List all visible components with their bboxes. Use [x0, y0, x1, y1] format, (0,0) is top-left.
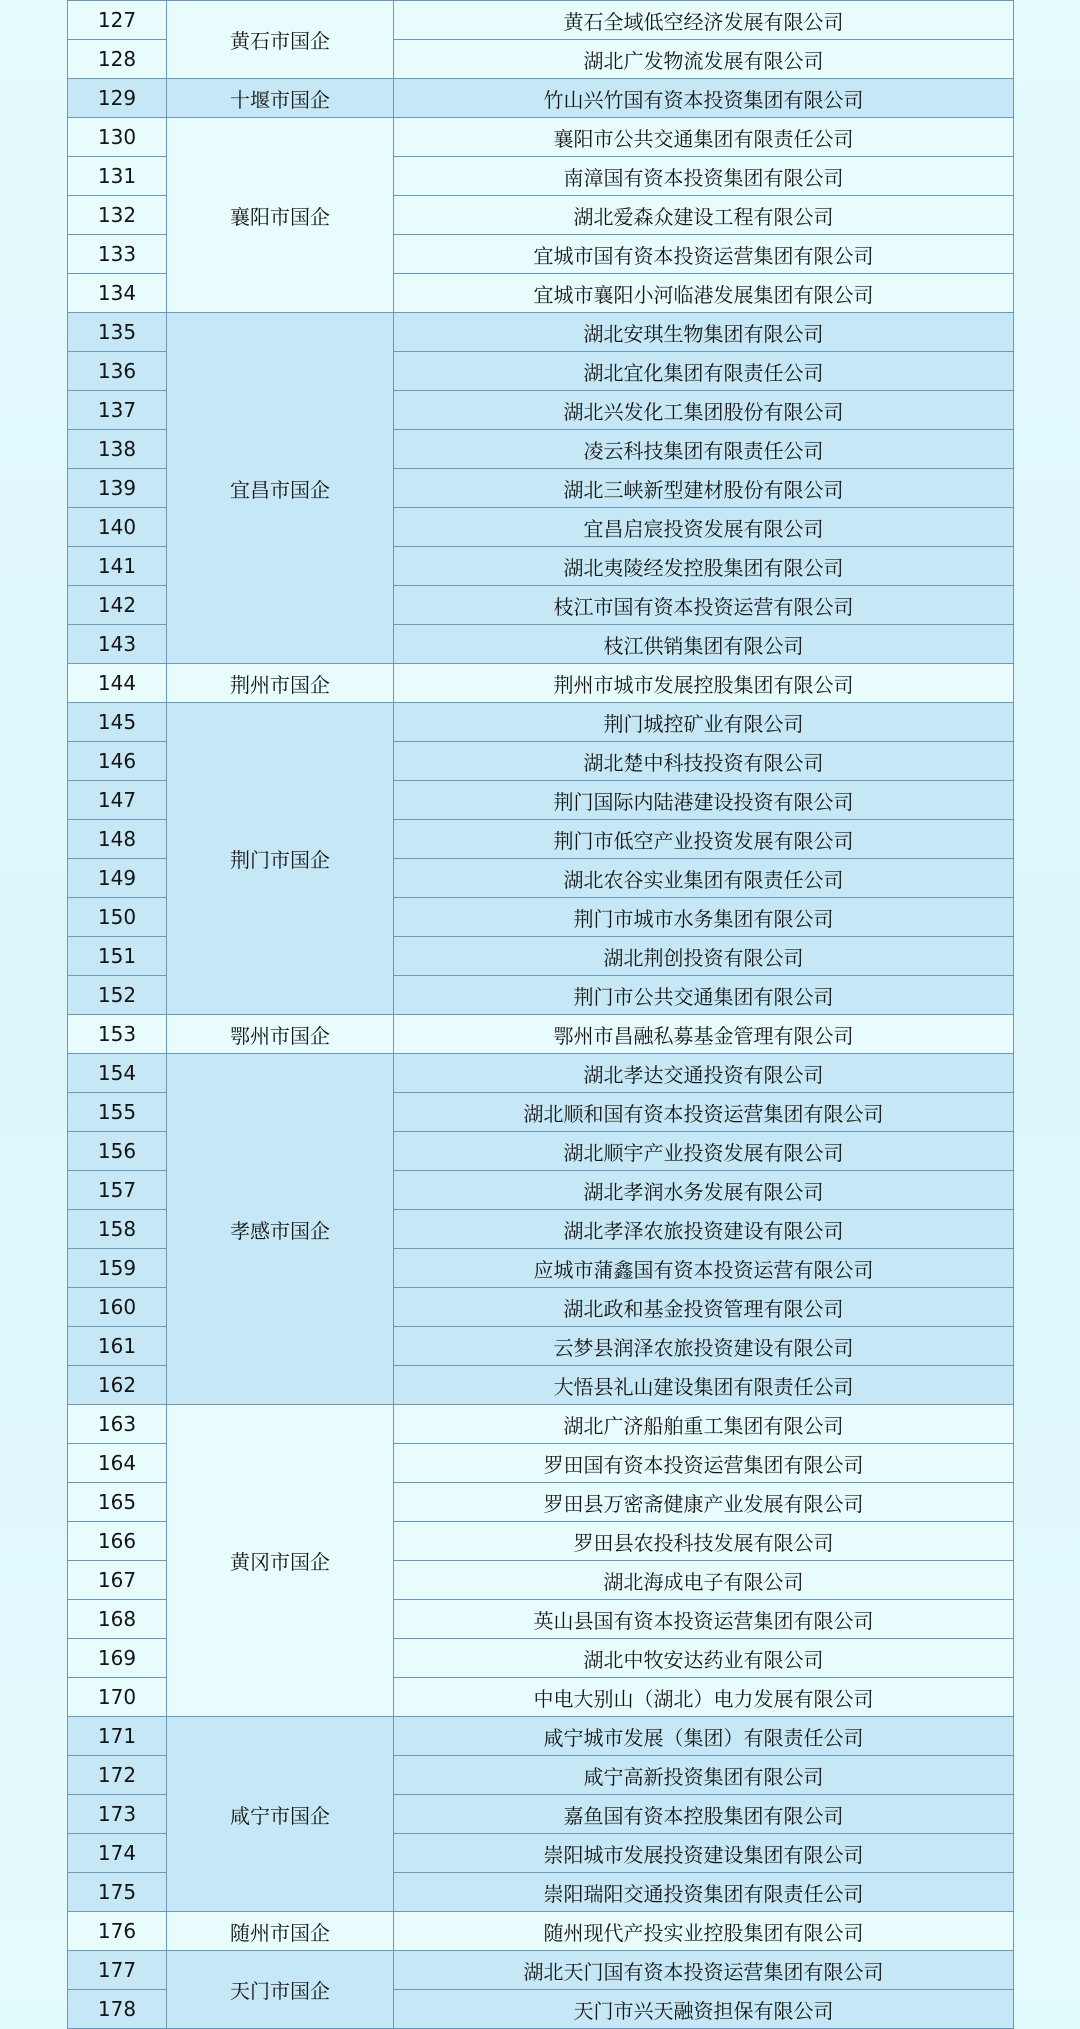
row-number: 149: [68, 859, 167, 898]
city-group-label: 咸宁市国企: [167, 1717, 394, 1912]
company-name: 湖北广济船舶重工集团有限公司: [394, 1405, 1014, 1444]
city-group-label: 随州市国企: [167, 1912, 394, 1951]
row-number: 169: [68, 1639, 167, 1678]
row-number: 146: [68, 742, 167, 781]
table-row: [68, 1912, 1014, 1951]
row-number: 150: [68, 898, 167, 937]
row-number: 147: [68, 781, 167, 820]
row-number: 127: [68, 1, 167, 40]
row-number: 156: [68, 1132, 167, 1171]
company-name: 中电大别山（湖北）电力发展有限公司: [394, 1678, 1014, 1717]
company-name: 湖北安琪生物集团有限公司: [394, 313, 1014, 352]
company-name: 鄂州市昌融私募基金管理有限公司: [394, 1015, 1014, 1054]
company-name: 罗田县农投科技发展有限公司: [394, 1522, 1014, 1561]
table-row: [68, 1405, 1014, 1444]
table-row: [68, 1, 1014, 40]
company-name: 崇阳城市发展投资建设集团有限公司: [394, 1834, 1014, 1873]
row-number: 133: [68, 235, 167, 274]
row-number: 159: [68, 1249, 167, 1288]
row-number: 161: [68, 1327, 167, 1366]
row-number: 143: [68, 625, 167, 664]
company-name: 湖北顺宇产业投资发展有限公司: [394, 1132, 1014, 1171]
company-name: 咸宁高新投资集团有限公司: [394, 1756, 1014, 1795]
row-number: 178: [68, 1990, 167, 2029]
row-number: 168: [68, 1600, 167, 1639]
row-number: 138: [68, 430, 167, 469]
city-group-label: 孝感市国企: [167, 1054, 394, 1405]
table-row: [68, 1951, 1014, 1990]
company-name: 湖北宜化集团有限责任公司: [394, 352, 1014, 391]
company-name: 南漳国有资本投资集团有限公司: [394, 157, 1014, 196]
company-name: 崇阳瑞阳交通投资集团有限责任公司: [394, 1873, 1014, 1912]
company-name: 湖北孝泽农旅投资建设有限公司: [394, 1210, 1014, 1249]
company-name: 凌云科技集团有限责任公司: [394, 430, 1014, 469]
company-name: 湖北三峡新型建材股份有限公司: [394, 469, 1014, 508]
company-name: 应城市蒲鑫国有资本投资运营有限公司: [394, 1249, 1014, 1288]
city-group-label: 天门市国企: [167, 1951, 394, 2029]
row-number: 170: [68, 1678, 167, 1717]
company-name: 英山县国有资本投资运营集团有限公司: [394, 1600, 1014, 1639]
company-name: 荆门城控矿业有限公司: [394, 703, 1014, 742]
row-number: 164: [68, 1444, 167, 1483]
row-number: 152: [68, 976, 167, 1015]
company-name: 嘉鱼国有资本控股集团有限公司: [394, 1795, 1014, 1834]
row-number: 129: [68, 79, 167, 118]
company-name: 湖北荆创投资有限公司: [394, 937, 1014, 976]
row-number: 163: [68, 1405, 167, 1444]
table-row: [68, 313, 1014, 352]
row-number: 136: [68, 352, 167, 391]
row-number: 154: [68, 1054, 167, 1093]
company-name: 湖北广发物流发展有限公司: [394, 40, 1014, 79]
company-name: 襄阳市公共交通集团有限责任公司: [394, 118, 1014, 157]
company-name: 湖北中牧安达药业有限公司: [394, 1639, 1014, 1678]
row-number: 142: [68, 586, 167, 625]
company-name: 湖北天门国有资本投资运营集团有限公司: [394, 1951, 1014, 1990]
city-group-label: 黄冈市国企: [167, 1405, 394, 1717]
row-number: 162: [68, 1366, 167, 1405]
row-number: 167: [68, 1561, 167, 1600]
company-name: 宜昌启宸投资发展有限公司: [394, 508, 1014, 547]
city-group-label: 荆门市国企: [167, 703, 394, 1015]
row-number: 151: [68, 937, 167, 976]
company-name: 天门市兴天融资担保有限公司: [394, 1990, 1014, 2029]
row-number: 139: [68, 469, 167, 508]
company-name: 荆州市城市发展控股集团有限公司: [394, 664, 1014, 703]
company-name: 荆门国际内陆港建设投资有限公司: [394, 781, 1014, 820]
row-number: 135: [68, 313, 167, 352]
company-name: 湖北夷陵经发控股集团有限公司: [394, 547, 1014, 586]
company-name: 荆门市低空产业投资发展有限公司: [394, 820, 1014, 859]
city-group-label: 鄂州市国企: [167, 1015, 394, 1054]
table-row: [68, 1717, 1014, 1756]
row-number: 172: [68, 1756, 167, 1795]
company-name: 湖北爱森众建设工程有限公司: [394, 196, 1014, 235]
row-number: 148: [68, 820, 167, 859]
company-name: 湖北政和基金投资管理有限公司: [394, 1288, 1014, 1327]
city-group-label: 襄阳市国企: [167, 118, 394, 313]
company-name: 荆门市公共交通集团有限公司: [394, 976, 1014, 1015]
company-name: 罗田县万密斋健康产业发展有限公司: [394, 1483, 1014, 1522]
row-number: 166: [68, 1522, 167, 1561]
company-name: 随州现代产投实业控股集团有限公司: [394, 1912, 1014, 1951]
row-number: 130: [68, 118, 167, 157]
company-name: 湖北孝达交通投资有限公司: [394, 1054, 1014, 1093]
table-row: [68, 703, 1014, 742]
row-number: 176: [68, 1912, 167, 1951]
table-row: [68, 664, 1014, 703]
row-number: 174: [68, 1834, 167, 1873]
row-number: 128: [68, 40, 167, 79]
row-number: 137: [68, 391, 167, 430]
row-number: 160: [68, 1288, 167, 1327]
company-name: 荆门市城市水务集团有限公司: [394, 898, 1014, 937]
row-number: 140: [68, 508, 167, 547]
row-number: 145: [68, 703, 167, 742]
row-number: 131: [68, 157, 167, 196]
company-name: 湖北楚中科技投资有限公司: [394, 742, 1014, 781]
city-group-label: 黄石市国企: [167, 1, 394, 79]
row-number: 165: [68, 1483, 167, 1522]
company-name: 宜城市襄阳小河临港发展集团有限公司: [394, 274, 1014, 313]
company-name: 黄石全域低空经济发展有限公司: [394, 1, 1014, 40]
company-name: 湖北兴发化工集团股份有限公司: [394, 391, 1014, 430]
row-number: 132: [68, 196, 167, 235]
row-number: 141: [68, 547, 167, 586]
row-number: 157: [68, 1171, 167, 1210]
row-number: 155: [68, 1093, 167, 1132]
row-number: 177: [68, 1951, 167, 1990]
row-number: 158: [68, 1210, 167, 1249]
table-row: [68, 1015, 1014, 1054]
table-row: [68, 1054, 1014, 1093]
row-number: 173: [68, 1795, 167, 1834]
row-number: 175: [68, 1873, 167, 1912]
table-row: [68, 79, 1014, 118]
company-name: 湖北海成电子有限公司: [394, 1561, 1014, 1600]
row-number: 134: [68, 274, 167, 313]
company-name: 咸宁城市发展（集团）有限责任公司: [394, 1717, 1014, 1756]
company-name: 枝江市国有资本投资运营有限公司: [394, 586, 1014, 625]
company-name: 竹山兴竹国有资本投资集团有限公司: [394, 79, 1014, 118]
city-group-label: 十堰市国企: [167, 79, 394, 118]
city-group-label: 荆州市国企: [167, 664, 394, 703]
company-name: 枝江供销集团有限公司: [394, 625, 1014, 664]
city-group-label: 宜昌市国企: [167, 313, 394, 664]
company-name: 湖北孝润水务发展有限公司: [394, 1171, 1014, 1210]
row-number: 153: [68, 1015, 167, 1054]
company-name: 云梦县润泽农旅投资建设有限公司: [394, 1327, 1014, 1366]
row-number: 171: [68, 1717, 167, 1756]
enterprise-table: [67, 0, 1014, 2029]
company-name: 湖北顺和国有资本投资运营集团有限公司: [394, 1093, 1014, 1132]
company-name: 大悟县礼山建设集团有限责任公司: [394, 1366, 1014, 1405]
enterprise-table-body: [68, 1, 1014, 2029]
row-number: 144: [68, 664, 167, 703]
table-row: [68, 118, 1014, 157]
company-name: 宜城市国有资本投资运营集团有限公司: [394, 235, 1014, 274]
company-name: 罗田国有资本投资运营集团有限公司: [394, 1444, 1014, 1483]
company-name: 湖北农谷实业集团有限责任公司: [394, 859, 1014, 898]
